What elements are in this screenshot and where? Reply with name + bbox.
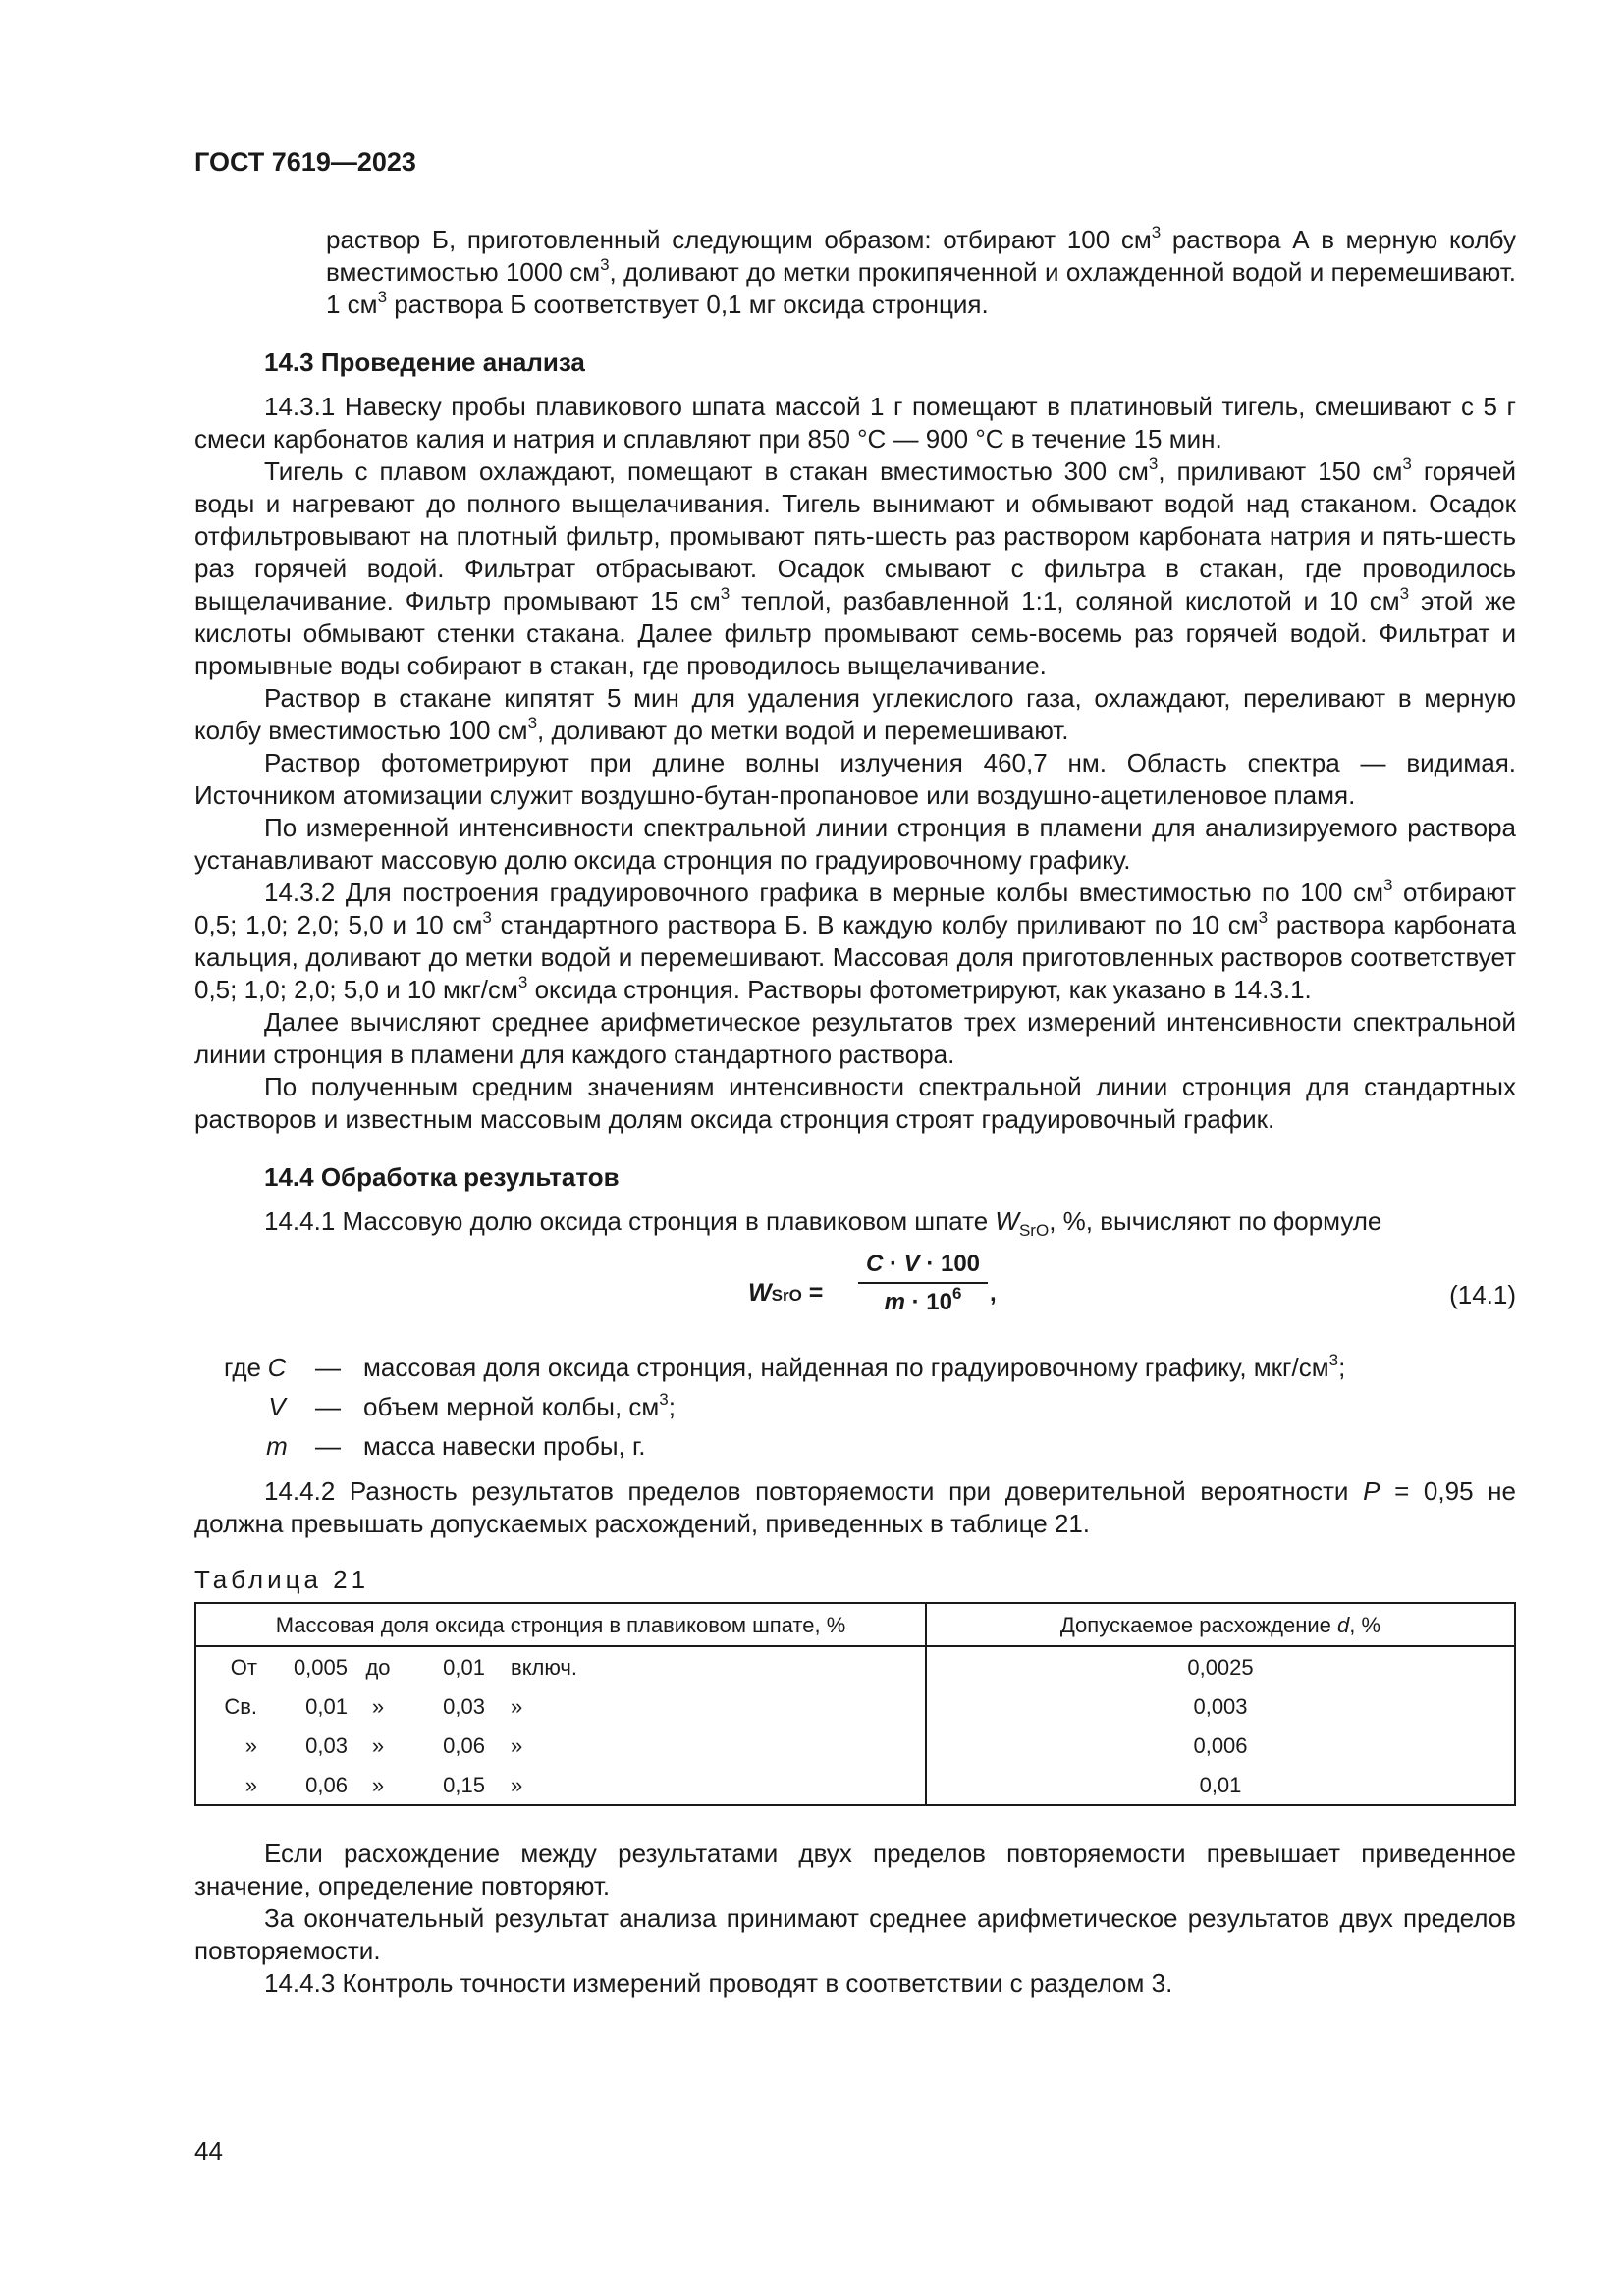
section-heading-14-4: 14.4 Обработка результатов [264, 1162, 620, 1192]
legend-row-m: m — масса навески пробы, г. [266, 1430, 646, 1461]
table-row: » 0,03 » 0,06 » 0,006 [195, 1726, 1515, 1765]
tolerance-table [194, 1602, 1516, 1806]
legend-row-v: V — объем мерной колбы, $см^3$; [268, 1389, 676, 1421]
paragraph-boiling: Раствор в стакане кипятят 5 мин для удаления углекислого газа, охлаждают, переливают в мерную колбу вместимостью 100 $см^3$, доливают до метки водой и перемешивают. [194, 683, 1516, 745]
paragraph-discrepancy: Если расхождение между результатами двух пределов повторяемости превышает приведенное значение, определение повторяют. [194, 1839, 1516, 1900]
paragraph-14-4-1: 14.4.1 Массовую долю оксида стронция в плавиковом шпате $W_{SrO}$, %, вычисляют по формуле [264, 1206, 1382, 1240]
paragraph-photometry: Раствор фотометрируют при длине волны излучения 460,7 нм. Область спектра — видимая. Источником атомизации служит воздушно-бутан-пропановое или воздушно-ацетиленовое пламя. [194, 748, 1516, 810]
table-row: От 0,005 до 0,01 включ. 0,0025 [195, 1646, 1515, 1686]
formula-lhs: WSrO = [748, 1279, 824, 1307]
page-content [194, 224, 1516, 2000]
equation-number: (14.1) [1449, 1280, 1516, 1309]
legend-row-c: где C — массовая доля оксида стронция, найденная по градуировочному графику, мкг/$см^3$; [224, 1350, 1346, 1382]
formula-comma: , [990, 1280, 997, 1307]
paragraph-crucible: Тигель с плавом охлаждают, помещают в стакан вместимостью 300 $см^3$, приливают 150 $см^3$ горячей воды и нагревают до полного выщелачивания. Тигель вынимают и обмывают водой над стаканом. Осадок отфильтровывают на плотный фильтр, промывают пять-шесть раз раствором карбоната натрия и пять-шесть раз горячей водой. Фильтрат отбрасывают. Осадок смывают с фильтра в стакан, где проводилось выщелачивание. Фильтр промывают 15 $см^3$ теплой, разбавленной 1:1, соляной кислотой и 10 $см^3$ этой же кислоты обмывают стенки стакана. Далее фильтр промывают семь-восемь раз горячей водой. Фильтрат и промывные воды собирают в стакан, где проводилось выщелачивание. [194, 454, 1516, 680]
variable-legend [194, 1348, 1516, 1466]
document-header: ГОСТ 7619—2023 [194, 147, 416, 177]
paragraph-final-result: За окончательный результат анализа принимают среднее арифметическое результатов двух пределов повторяемости. [194, 1903, 1516, 1965]
table-caption: Таблица 21 [194, 1565, 370, 1594]
page-number: 44 [194, 2136, 223, 2165]
paragraph-14-3-2: 14.3.2 Для построения градуировочного графика в мерные колбы вместимостью по 100 $см^3$ отбирают 0,5; 1,0; 2,0; 5,0 и 10 $см^3$ стандартного раствора Б. В каждую колбу приливают по 10 $см^3$ раствора карбоната кальция, доливают до метки водой и перемешивают. Массовая доля приготовленных растворов соответствует 0,5; 1,0; 2,0; 5,0 и 10 мкг/$см^3$ оксида стронция. Растворы фотометрируют, как указано в 14.3.1. [194, 876, 1516, 1004]
formula-denominator: $m \cdot 10^6$ [884, 1284, 962, 1315]
table-row: Св. 0,01 » 0,03 » 0,003 [195, 1686, 1515, 1726]
paragraph-calibration: По полученным средним значениям интенсивности спектральной линии стронция для стандартных растворов и известным массовым долям оксида стронция строят градуировочный график. [194, 1072, 1516, 1134]
paragraph-14-4-2: 14.4.2 Разность результатов пределов повторяемости при доверительной вероятности P = 0,95 не должна превышать допускаемых расхождений, приведенных в таблице 21. [194, 1476, 1516, 1538]
table-row: » 0,06 » 0,15 » 0,01 [195, 1765, 1515, 1805]
column-header-tolerance: Допускаемое расхождение d, % [926, 1603, 1515, 1646]
paragraph-average: Далее вычисляют среднее арифметическое результатов трех измерений интенсивности спектральной линии стронция в пламени для каждого стандартного раствора. [194, 1007, 1516, 1069]
formula-14-1 [194, 1248, 1516, 1342]
intro-paragraph: раствор Б, приготовленный следующим образом: отбирают 100 $см^3$ раствора А в мерную колбу вместимостью 1000 $см^3$, доливают до метки прокипяченной и охлажденной водой и перемешивают. 1 $см^3$ раствора Б соответствует 0,1 мг оксида стронция. [326, 223, 1517, 319]
column-header-mass-fraction: Массовая доля оксида стронция в плавиковом шпате, % [195, 1603, 926, 1646]
formula-numerator: C · V · 100 [865, 1251, 981, 1277]
section-heading-14-3: 14.3 Проведение анализа [264, 347, 585, 377]
paragraph-intensity: По измеренной интенсивности спектральной линии стронция в пламени для анализируемого раствора устанавливают массовую долю оксида стронция по градуировочному графику. [194, 813, 1516, 875]
table-header-row [195, 1603, 1515, 1646]
formula-fraction [858, 1248, 988, 1318]
paragraph-14-3-1: 14.3.1 Навеску пробы плавикового шпата массой 1 г помещают в платиновый тигель, смешивают с 5 г смеси карбонатов калия и натрия и сплавляют при 850 °С — 900 °С в течение 15 мин. [194, 392, 1516, 454]
paragraph-14-4-3: 14.4.3 Контроль точности измерений проводят в соответствии с разделом 3. [264, 1968, 1173, 1998]
